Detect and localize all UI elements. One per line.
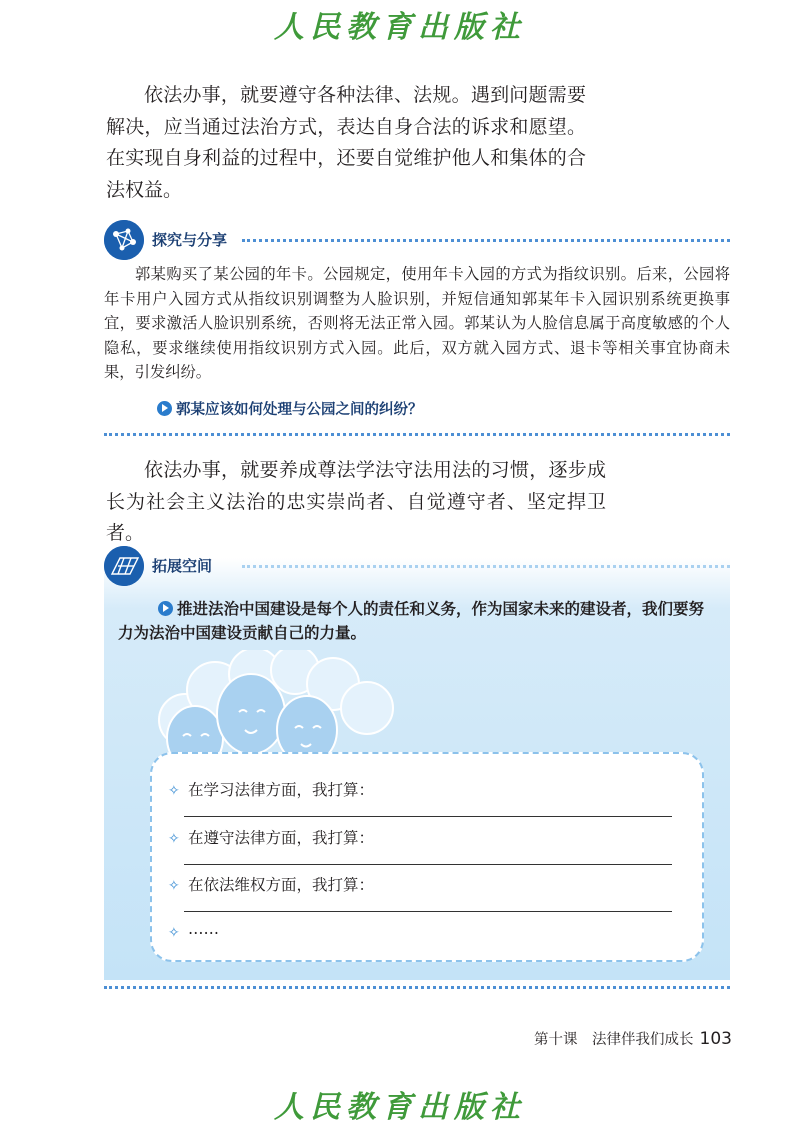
sparkle-icon: ✧: [168, 783, 180, 799]
plan-card: [150, 752, 704, 962]
sparkle-icon: ✧: [168, 925, 180, 941]
body-paragraph-2: 依法办事，就要养成尊法学法守法用法的习惯，逐步成长为社会主义法治的忠实崇尚者、自觉遵守者、坚定捍卫者。: [106, 459, 606, 544]
plan-item-obey: [166, 824, 686, 870]
header-dotted-rule: [242, 239, 730, 242]
question-text: 郭某应该如何处理与公园之间的纠纷？: [176, 402, 423, 418]
answer-line[interactable]: [184, 864, 672, 865]
discussion-question: [157, 398, 423, 419]
explore-share-header: [104, 220, 734, 260]
expand-prompt: [118, 597, 718, 645]
section-divider-1: [104, 433, 730, 436]
arrow-bullet-icon: [157, 401, 172, 416]
header-dotted-rule: [242, 565, 730, 568]
chapter-title: 第十课 法律伴我们成长: [534, 1032, 694, 1048]
arrow-bullet-icon: [158, 601, 173, 616]
page-footer: [534, 1028, 732, 1049]
answer-line[interactable]: [184, 911, 672, 912]
publisher-watermark-top: 人民教育出版社: [274, 10, 526, 45]
expand-space-header: [104, 546, 734, 586]
publisher-watermark-bottom: 人民教育出版社: [274, 1090, 526, 1125]
plan-item-rights: [166, 871, 686, 917]
section-divider-2: [104, 986, 730, 989]
answer-line[interactable]: [184, 816, 672, 817]
children-illustration: [155, 650, 415, 765]
case-text: 郭某购买了某公园的年卡。公园规定，使用年卡入园的方式为指纹识别。后来，公园将年卡用户入园方式从指纹识别调整为人脸识别，并短信通知郭某年卡入园识别系统更换事宜，要求激活人脸识别系统，否则将无法正常入园。郭某认为人脸信息属于高度敏感的个人隐私，要求继续使用指纹识别方式入园。此后，双方就入园方式、退卡等相关事宜协商未果，引发纠纷。: [104, 265, 730, 381]
plan-label: ……: [188, 920, 219, 938]
plan-label: 在依法维权方面，我打算：: [188, 876, 375, 894]
plan-item-more: [166, 918, 686, 964]
body-paragraph-1: 依法办事，就要遵守各种法律、法规。遇到问题需要解决，应当通过法治方式，表达自身合法的诉求和愿望。在实现自身利益的过程中，还要自觉维护他人和集体的合法权益。: [106, 84, 586, 201]
expand-space-title: 拓展空间: [152, 557, 213, 575]
explore-share-title: 探究与分享: [152, 231, 228, 249]
grid-icon: [104, 546, 144, 586]
plan-item-study: [166, 776, 686, 822]
plan-label: 在学习法律方面，我打算：: [188, 781, 375, 799]
sparkle-icon: ✧: [168, 831, 180, 847]
molecule-icon: [104, 220, 144, 260]
expand-prompt-text: 推进法治中国建设是每个人的责任和义务，作为国家未来的建设者，我们要努力为法治中国建设贡献自己的力量。: [118, 600, 705, 642]
sparkle-icon: ✧: [168, 878, 180, 894]
page-number: 103: [699, 1029, 732, 1049]
plan-label: 在遵守法律方面，我打算：: [188, 829, 375, 847]
